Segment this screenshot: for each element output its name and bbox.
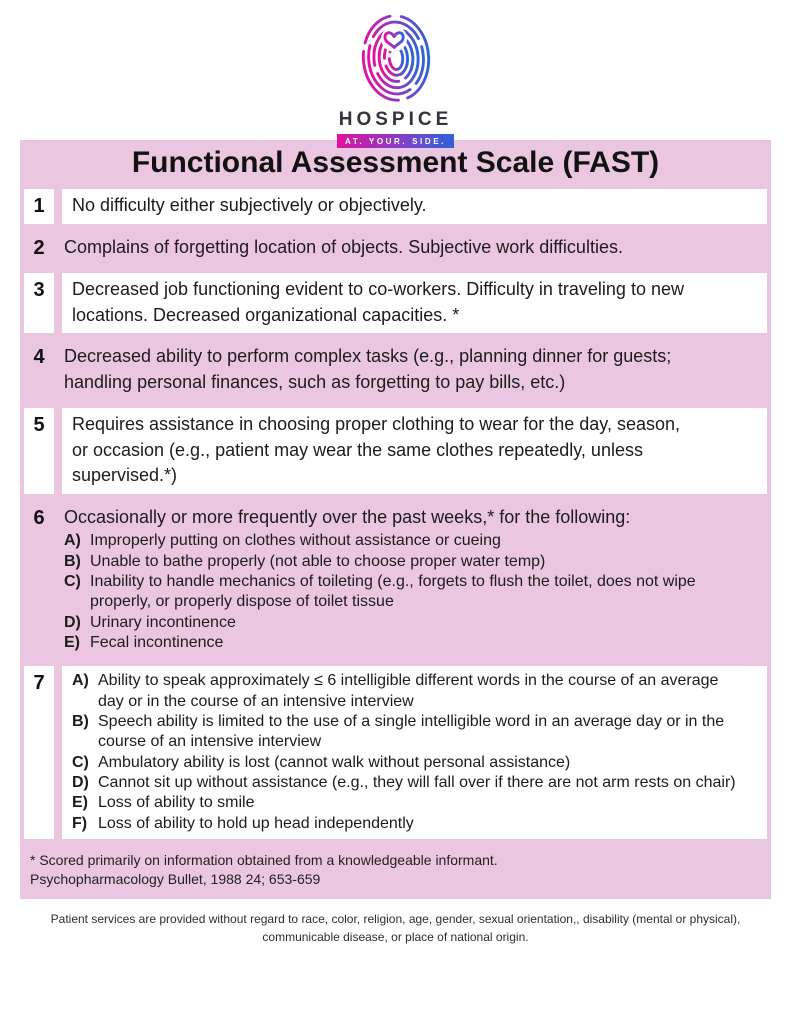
sub-item-list [72, 671, 757, 834]
sub-item-text: Cannot sit up without assistance (e.g., they will fall over if there are not arm rests on chair) [98, 773, 736, 791]
sub-item-text: Unable to bathe properly (not able to choose proper water temp) [90, 552, 546, 570]
fast-scale-table [20, 140, 771, 899]
sub-item [72, 712, 757, 753]
row-text-span: No difficulty either subjectively or objectively. [72, 195, 427, 215]
row-text [62, 231, 767, 266]
sub-item-letter: D) [64, 613, 81, 631]
sub-item-letter: E) [72, 794, 88, 812]
sub-item-text: Loss of ability to smile [98, 794, 255, 812]
sub-item-letter: B) [64, 552, 81, 570]
row-number: 6 [33, 506, 45, 529]
row-text [62, 273, 767, 333]
sub-item [72, 814, 757, 834]
row-intro: Occasionally or more frequently over the past weeks,* for the following: [64, 506, 631, 527]
fingerprint-heart-icon [348, 8, 444, 108]
row-number: 7 [24, 666, 54, 839]
sub-item [64, 552, 757, 572]
row-number: 2 [33, 236, 45, 259]
sub-item-letter: C) [64, 573, 81, 591]
sub-item-letter: E) [64, 634, 80, 652]
sub-item [72, 753, 757, 773]
row-text-span: Decreased ability to perform complex tasks (e.g., planning dinner for guests; handling personal finances, such as forgetting to pay bills, etc.) [64, 346, 672, 392]
row-text-span: Requires assistance in choosing proper clothing to wear for the day, season, or occasion (e.g., patient may wear the same clothes repeatedly, unless supervised.*) [72, 414, 681, 486]
sub-item [64, 572, 757, 613]
row-text-span: Complains of forgetting location of objects. Subjective work difficulties. [64, 236, 623, 257]
table-title: Functional Assessment Scale (FAST) [131, 146, 660, 179]
sub-item-text: Urinary incontinence [90, 613, 236, 631]
row-number: 4 [33, 346, 45, 369]
sub-item-text: Ability to speak approximately ≤ 6 intelligible different words in the course of an average day or in the course of an intensive interview [98, 672, 719, 710]
sub-item-text: Loss of ability to hold up head independently [98, 814, 414, 832]
sub-item-text: Inability to handle mechanics of toileting (e.g., forgets to flush the toilet, does not wipe properly, or properly dispose of toilet tissue [90, 573, 696, 611]
fast-row-6 [24, 498, 767, 662]
fast-row-2 [24, 228, 767, 270]
sub-item-letter: D) [72, 773, 89, 791]
sub-item-text: Fecal incontinence [90, 634, 224, 652]
sub-item-text: Improperly putting on clothes without assistance or cueing [90, 532, 501, 550]
brand-tagline: AT. YOUR. SIDE. [337, 134, 454, 148]
sub-item-list [64, 531, 757, 653]
fast-row-4 [24, 337, 767, 404]
row-text-span: Decreased job functioning evident to co-workers. Difficulty in traveling to new locations. Decreased organizational capacities. * [72, 279, 684, 325]
sub-item-text: Ambulatory ability is lost (cannot walk without personal assistance) [98, 753, 571, 771]
fast-row-7 [24, 666, 767, 839]
nondiscrimination-disclaimer: Patient services are provided without regard to race, color, religion, age, gender, sexual orientation,, disability (mental or physical), communicable disease, or place of national origin. [50, 911, 741, 945]
fast-row-1 [24, 189, 767, 224]
row-number: 3 [24, 273, 54, 333]
fast-row-3 [24, 273, 767, 333]
sub-item [72, 793, 757, 813]
sub-item [72, 773, 757, 793]
sub-item-letter: A) [72, 672, 89, 690]
footnote-line-2: Psychopharmacology Bullet, 1988 24; 653-659 [30, 870, 321, 887]
brand-name: HOSPICE [338, 109, 453, 130]
sub-item [64, 531, 757, 551]
logo-header [0, 0, 791, 146]
fast-row-5 [24, 408, 767, 494]
sub-item-text: Speech ability is limited to the use of a single intelligible word in an average day or in the course of an intensive interview [98, 712, 725, 751]
row-number: 5 [24, 408, 54, 494]
sub-item-letter: F) [72, 814, 88, 832]
row-text [62, 501, 767, 658]
row-text [62, 189, 767, 224]
row-text [62, 340, 767, 400]
sub-item [64, 613, 757, 633]
sub-item-letter: C) [72, 753, 89, 771]
sub-item [64, 633, 757, 653]
footnote-line-1: * Scored primarily on information obtained from a knowledgeable informant. [30, 851, 498, 868]
sub-item [72, 671, 757, 712]
row-text [62, 666, 767, 839]
row-text [62, 408, 767, 494]
footnote [20, 843, 771, 899]
row-number: 1 [24, 189, 54, 224]
sub-item-letter: A) [64, 532, 81, 550]
sub-item-letter: B) [72, 712, 89, 730]
